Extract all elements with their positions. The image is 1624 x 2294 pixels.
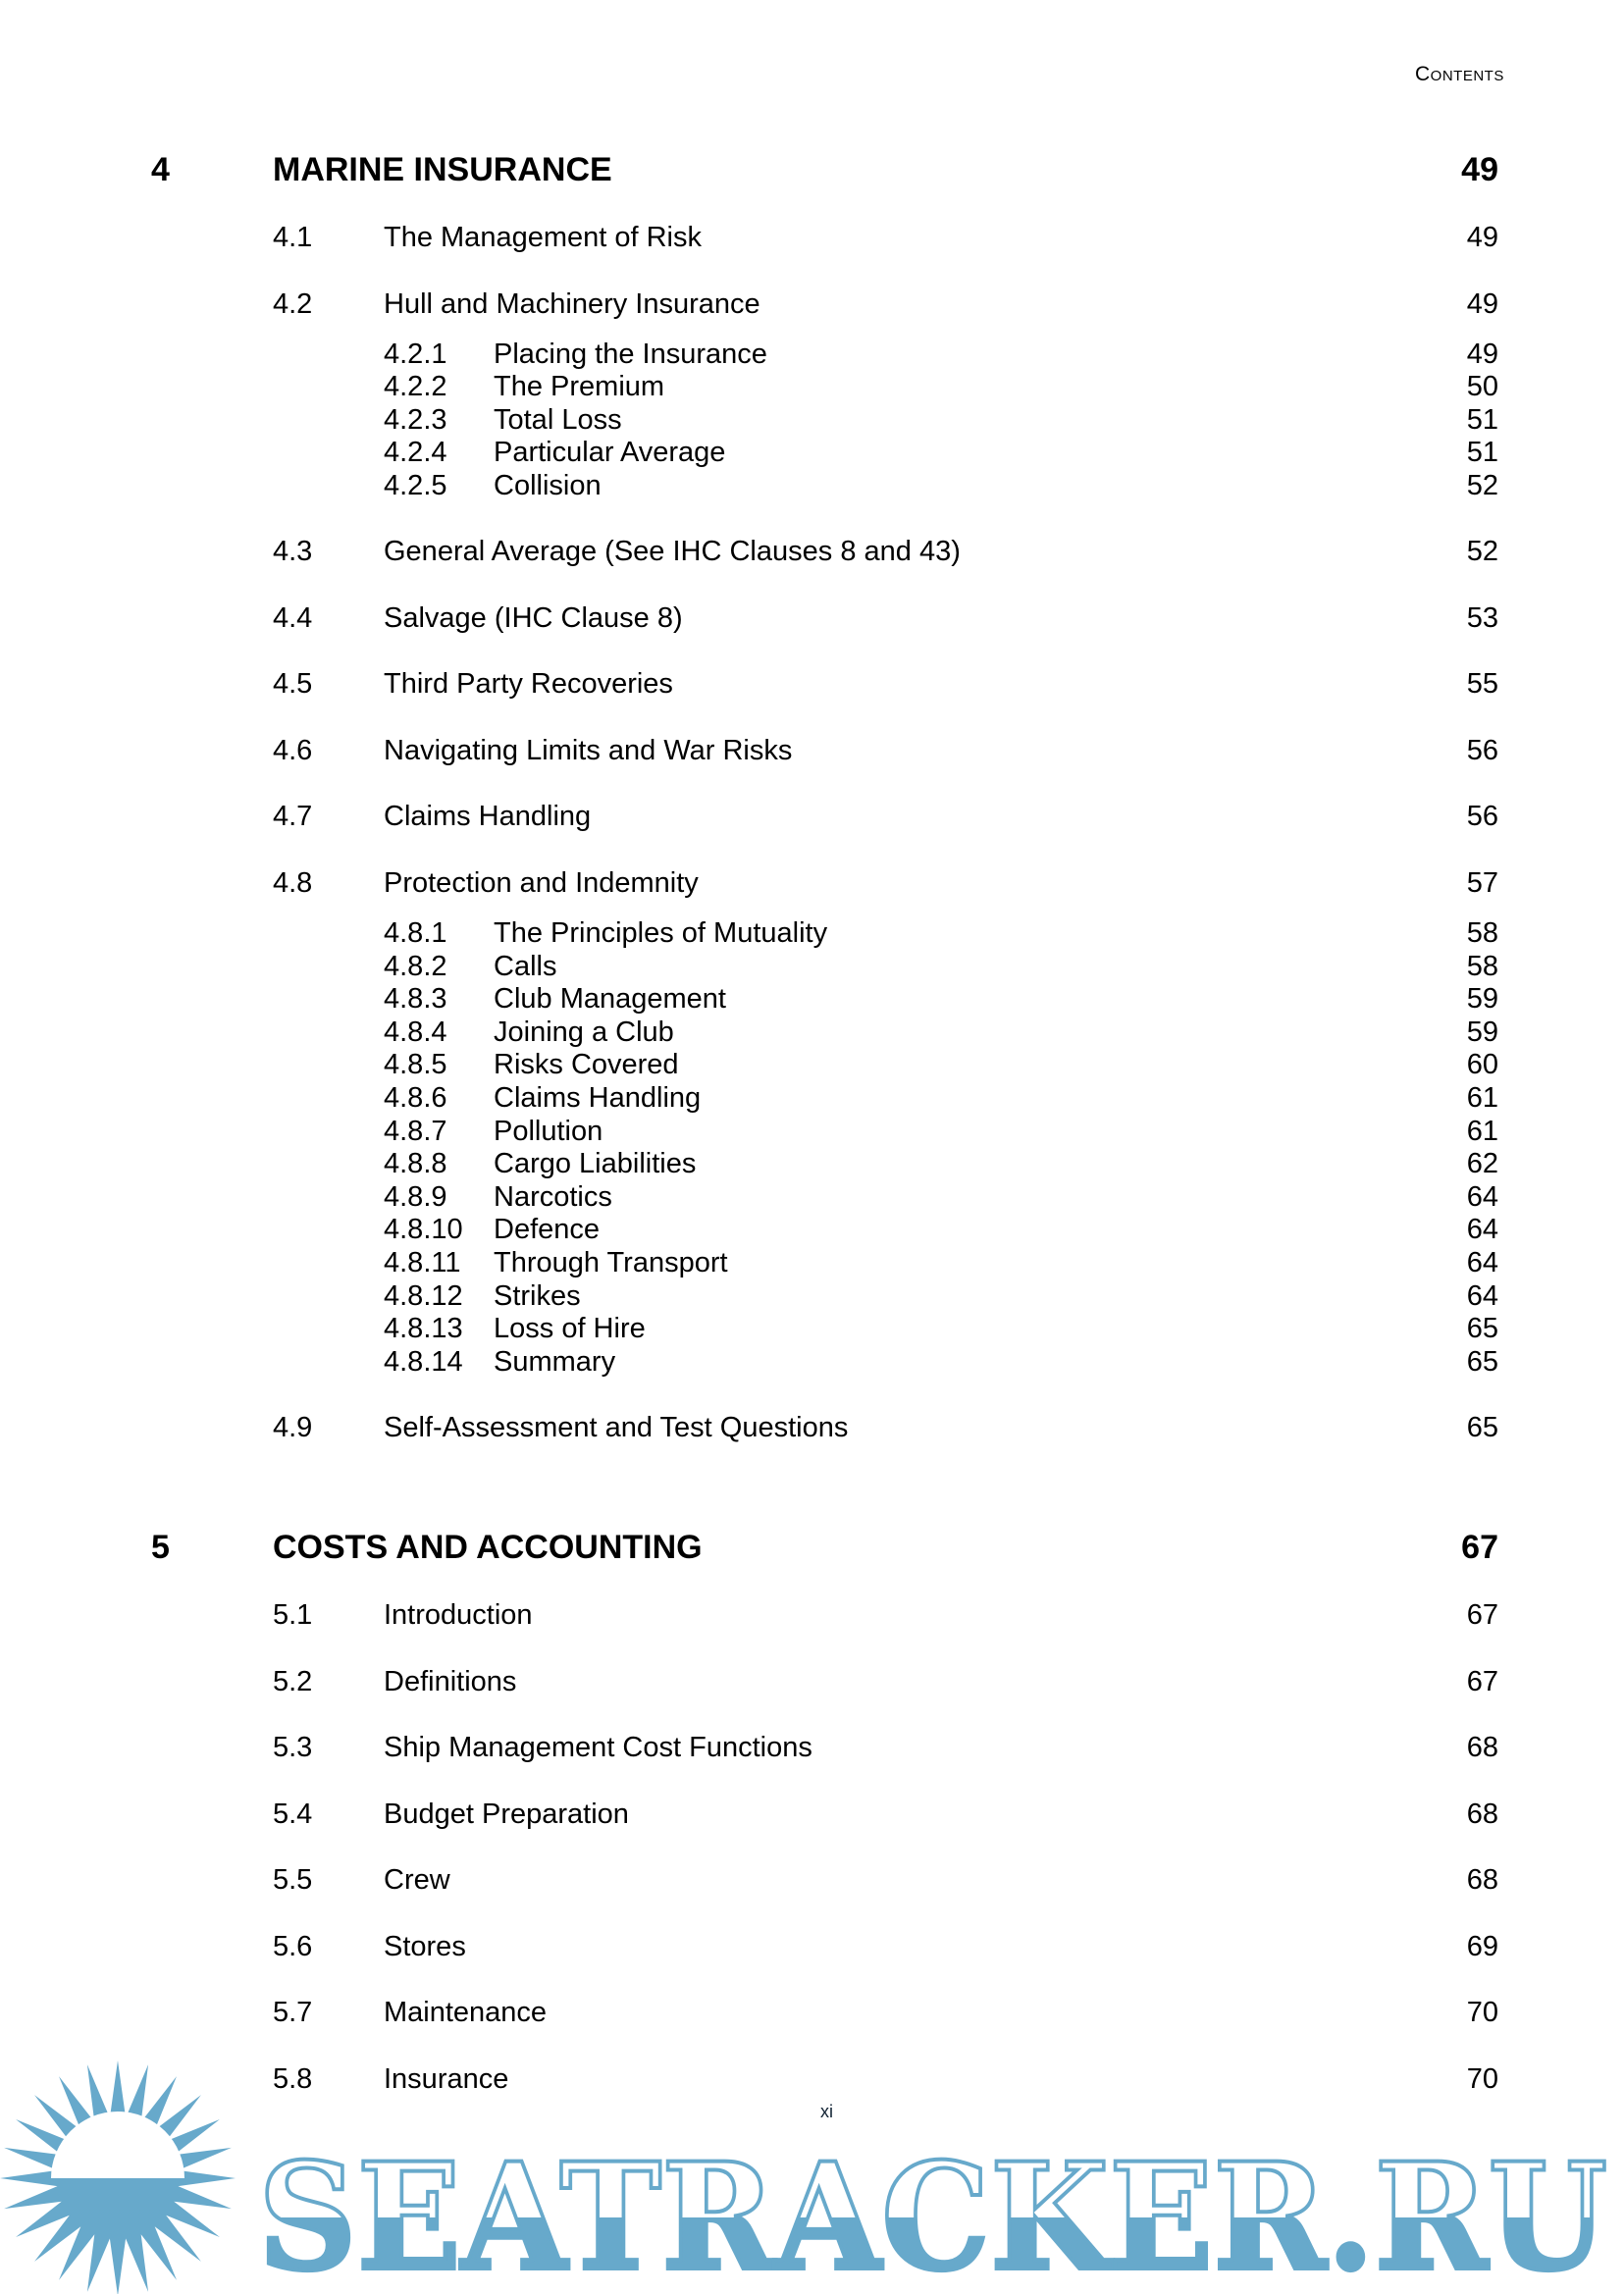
- toc-page: 64: [1466, 1279, 1498, 1312]
- toc-number: 5.4: [273, 1798, 313, 1830]
- toc-page: 62: [1466, 1148, 1498, 1180]
- toc-title: Club Management: [494, 983, 726, 1016]
- toc-subsection[interactable]: [0, 337, 1624, 372]
- toc-page: 58: [1466, 916, 1498, 949]
- toc-number: 4.3: [273, 536, 313, 568]
- toc-number: 4.8.7: [384, 1115, 447, 1147]
- toc-subsection[interactable]: [0, 402, 1624, 438]
- toc-subsection[interactable]: [0, 915, 1624, 951]
- toc-page: 49: [1466, 287, 1498, 320]
- toc-number: 4.8.3: [384, 983, 447, 1016]
- toc-page: 56: [1466, 801, 1498, 833]
- toc-subsection[interactable]: [0, 1146, 1624, 1181]
- toc-number: 5.3: [273, 1732, 313, 1764]
- toc-page: 49: [1466, 338, 1498, 370]
- toc-number: 4.4: [273, 601, 313, 634]
- toc-page: 51: [1466, 437, 1498, 469]
- toc-section[interactable]: [0, 1410, 1624, 1445]
- toc-title: Introduction: [384, 1599, 533, 1632]
- toc-number: 4.2.2: [384, 371, 447, 403]
- toc-section[interactable]: [0, 1995, 1624, 2030]
- toc-section[interactable]: [0, 1664, 1624, 1699]
- toc-title: Budget Preparation: [384, 1798, 629, 1830]
- toc-subsection[interactable]: [0, 981, 1624, 1017]
- toc-section[interactable]: [0, 287, 1624, 322]
- toc-page: 68: [1466, 1732, 1498, 1764]
- toc-title: The Premium: [494, 371, 665, 403]
- toc-number: 4.2.4: [384, 437, 447, 469]
- toc-title: Placing the Insurance: [494, 338, 767, 370]
- toc-page: 59: [1466, 1016, 1498, 1048]
- toc-page: 53: [1466, 601, 1498, 634]
- toc-number: 4: [151, 151, 170, 188]
- toc-title: Maintenance: [384, 1997, 548, 2029]
- toc-title: Ship Management Cost Functions: [384, 1732, 812, 1764]
- toc-title: Pollution: [494, 1115, 603, 1147]
- toc-subsection[interactable]: [0, 1212, 1624, 1247]
- toc-number: 5.2: [273, 1665, 313, 1697]
- toc-number: 4.8.13: [384, 1313, 463, 1345]
- toc-title: Stores: [384, 1930, 466, 1962]
- toc-page: 67: [1466, 1665, 1498, 1697]
- toc-number: 4.9: [273, 1412, 313, 1444]
- toc-section[interactable]: [0, 1730, 1624, 1765]
- toc-number: 5.5: [273, 1864, 313, 1897]
- toc-title: The Management of Risk: [384, 222, 702, 253]
- toc-title: Joining a Club: [494, 1016, 674, 1048]
- toc-number: 5.7: [273, 1997, 313, 2029]
- toc-title: Self-Assessment and Test Questions: [384, 1412, 849, 1444]
- toc-section[interactable]: [0, 666, 1624, 702]
- toc-title: Crew: [384, 1864, 450, 1897]
- toc-title: Claims Handling: [494, 1081, 702, 1114]
- toc-number: 4.8.2: [384, 950, 447, 982]
- toc-subsection[interactable]: [0, 468, 1624, 503]
- toc-title: Cargo Liabilities: [494, 1148, 697, 1180]
- toc-page: 58: [1466, 950, 1498, 982]
- toc-title: Summary: [494, 1345, 616, 1378]
- toc-title: Strikes: [494, 1279, 581, 1312]
- toc-title: COSTS AND ACCOUNTING: [273, 1529, 703, 1567]
- watermark-text: SEATRACKER.RU: [258, 2131, 1607, 2294]
- toc-number: 4.8.10: [384, 1214, 463, 1246]
- toc-page: 64: [1466, 1180, 1498, 1213]
- toc-page: 57: [1466, 866, 1498, 899]
- toc-subsection[interactable]: [0, 1278, 1624, 1314]
- toc-title: MARINE INSURANCE: [273, 151, 612, 188]
- toc-number: 4.8.8: [384, 1148, 447, 1180]
- toc-section[interactable]: [0, 733, 1624, 768]
- toc-page: 67: [1461, 1529, 1498, 1567]
- toc-chapter[interactable]: [0, 149, 1624, 190]
- toc-chapter[interactable]: [0, 1527, 1624, 1568]
- toc-subsection[interactable]: [0, 1080, 1624, 1116]
- toc-section[interactable]: [0, 799, 1624, 834]
- toc-subsection[interactable]: [0, 949, 1624, 984]
- toc-page: 60: [1466, 1049, 1498, 1081]
- toc-section[interactable]: [0, 1929, 1624, 1964]
- toc-number: 4.2: [273, 287, 313, 320]
- toc-title: General Average (See IHC Clauses 8 and 43): [384, 536, 961, 568]
- toc-title: Hull and Machinery Insurance: [384, 287, 760, 320]
- toc-title: Risks Covered: [494, 1049, 679, 1081]
- toc-number: 4.8: [273, 866, 313, 899]
- toc-page: 55: [1466, 668, 1498, 701]
- toc-number: 4.2.5: [384, 469, 447, 501]
- page-number: xi: [820, 2102, 833, 2121]
- toc-subsection[interactable]: [0, 1311, 1624, 1346]
- toc-title: Narcotics: [494, 1180, 612, 1213]
- toc-number: 4.2.3: [384, 403, 447, 436]
- toc-page: 50: [1466, 371, 1498, 403]
- seatracker-watermark: [0, 2060, 1624, 2294]
- toc-title: Claims Handling: [384, 801, 592, 833]
- toc-number: 4.5: [273, 668, 313, 701]
- toc-page: 64: [1466, 1214, 1498, 1246]
- toc-subsection[interactable]: [0, 369, 1624, 404]
- toc-subsection[interactable]: [0, 1179, 1624, 1215]
- toc-page: 69: [1466, 1930, 1498, 1962]
- toc-section[interactable]: [0, 1862, 1624, 1898]
- toc-subsection[interactable]: [0, 1114, 1624, 1149]
- toc-title: Calls: [494, 950, 557, 982]
- toc-page: 52: [1466, 536, 1498, 568]
- toc-number: 4.8.9: [384, 1180, 447, 1213]
- toc-title: Collision: [494, 469, 602, 501]
- toc-number: 5.1: [273, 1599, 313, 1632]
- toc-page: 56: [1466, 734, 1498, 766]
- toc-page: 67: [1466, 1599, 1498, 1632]
- toc-title: Loss of Hire: [494, 1313, 646, 1345]
- toc-section[interactable]: [0, 865, 1624, 901]
- sun-logo-icon: [0, 2060, 236, 2294]
- toc-title: Through Transport: [494, 1246, 728, 1278]
- toc-title: Salvage (IHC Clause 8): [384, 601, 683, 634]
- toc-title: Total Loss: [494, 403, 622, 436]
- toc-page: 51: [1466, 403, 1498, 436]
- toc-number: 5: [151, 1529, 170, 1567]
- toc-number: 5.6: [273, 1930, 313, 1962]
- toc-number: 4.8.1: [384, 916, 447, 949]
- toc-page: 52: [1466, 469, 1498, 501]
- toc-page: 59: [1466, 983, 1498, 1016]
- toc-section[interactable]: [0, 1597, 1624, 1633]
- toc-section[interactable]: [0, 220, 1624, 255]
- toc-subsection[interactable]: [0, 1245, 1624, 1280]
- toc-page: 68: [1466, 1798, 1498, 1830]
- toc-section[interactable]: [0, 600, 1624, 636]
- toc-number: 4.8.11: [384, 1246, 461, 1278]
- toc-title: Protection and Indemnity: [384, 866, 699, 899]
- toc-subsection[interactable]: [0, 1344, 1624, 1380]
- toc-title: Particular Average: [494, 437, 726, 469]
- toc-section[interactable]: [0, 534, 1624, 569]
- toc-subsection[interactable]: [0, 1047, 1624, 1082]
- toc-subsection[interactable]: [0, 1015, 1624, 1050]
- toc-title: Defence: [494, 1214, 601, 1246]
- toc-number: 4.1: [273, 222, 313, 253]
- running-header: Contents: [1415, 63, 1504, 85]
- toc-page: 49: [1461, 151, 1498, 188]
- toc-title: Definitions: [384, 1665, 517, 1697]
- toc-page: 64: [1466, 1246, 1498, 1278]
- toc-number: 4.7: [273, 801, 313, 833]
- toc-title: The Principles of Mutuality: [494, 916, 828, 949]
- toc-section[interactable]: [0, 1797, 1624, 1832]
- toc-number: 4.8.6: [384, 1081, 447, 1114]
- toc-number: 4.8.5: [384, 1049, 447, 1081]
- toc-number: 4.8.14: [384, 1345, 463, 1378]
- toc-number: 4.2.1: [384, 338, 447, 370]
- toc-title: Third Party Recoveries: [384, 668, 673, 701]
- toc-title: Insurance: [384, 2062, 509, 2095]
- toc-number: 4.8.12: [384, 1279, 463, 1312]
- toc-title: Navigating Limits and War Risks: [384, 734, 793, 766]
- toc-page: 65: [1466, 1313, 1498, 1345]
- toc-page: 68: [1466, 1864, 1498, 1897]
- toc-number: 4.8.4: [384, 1016, 447, 1048]
- toc-number: 5.8: [273, 2062, 313, 2095]
- toc-number: 4.6: [273, 734, 313, 766]
- toc-page: 65: [1466, 1345, 1498, 1378]
- toc-page: 70: [1466, 2062, 1498, 2095]
- toc-page: 70: [1466, 1997, 1498, 2029]
- toc-page: 49: [1466, 222, 1498, 253]
- toc-page: 61: [1466, 1081, 1498, 1114]
- toc-subsection[interactable]: [0, 435, 1624, 470]
- toc-page: 65: [1466, 1412, 1498, 1444]
- toc-page: 61: [1466, 1115, 1498, 1147]
